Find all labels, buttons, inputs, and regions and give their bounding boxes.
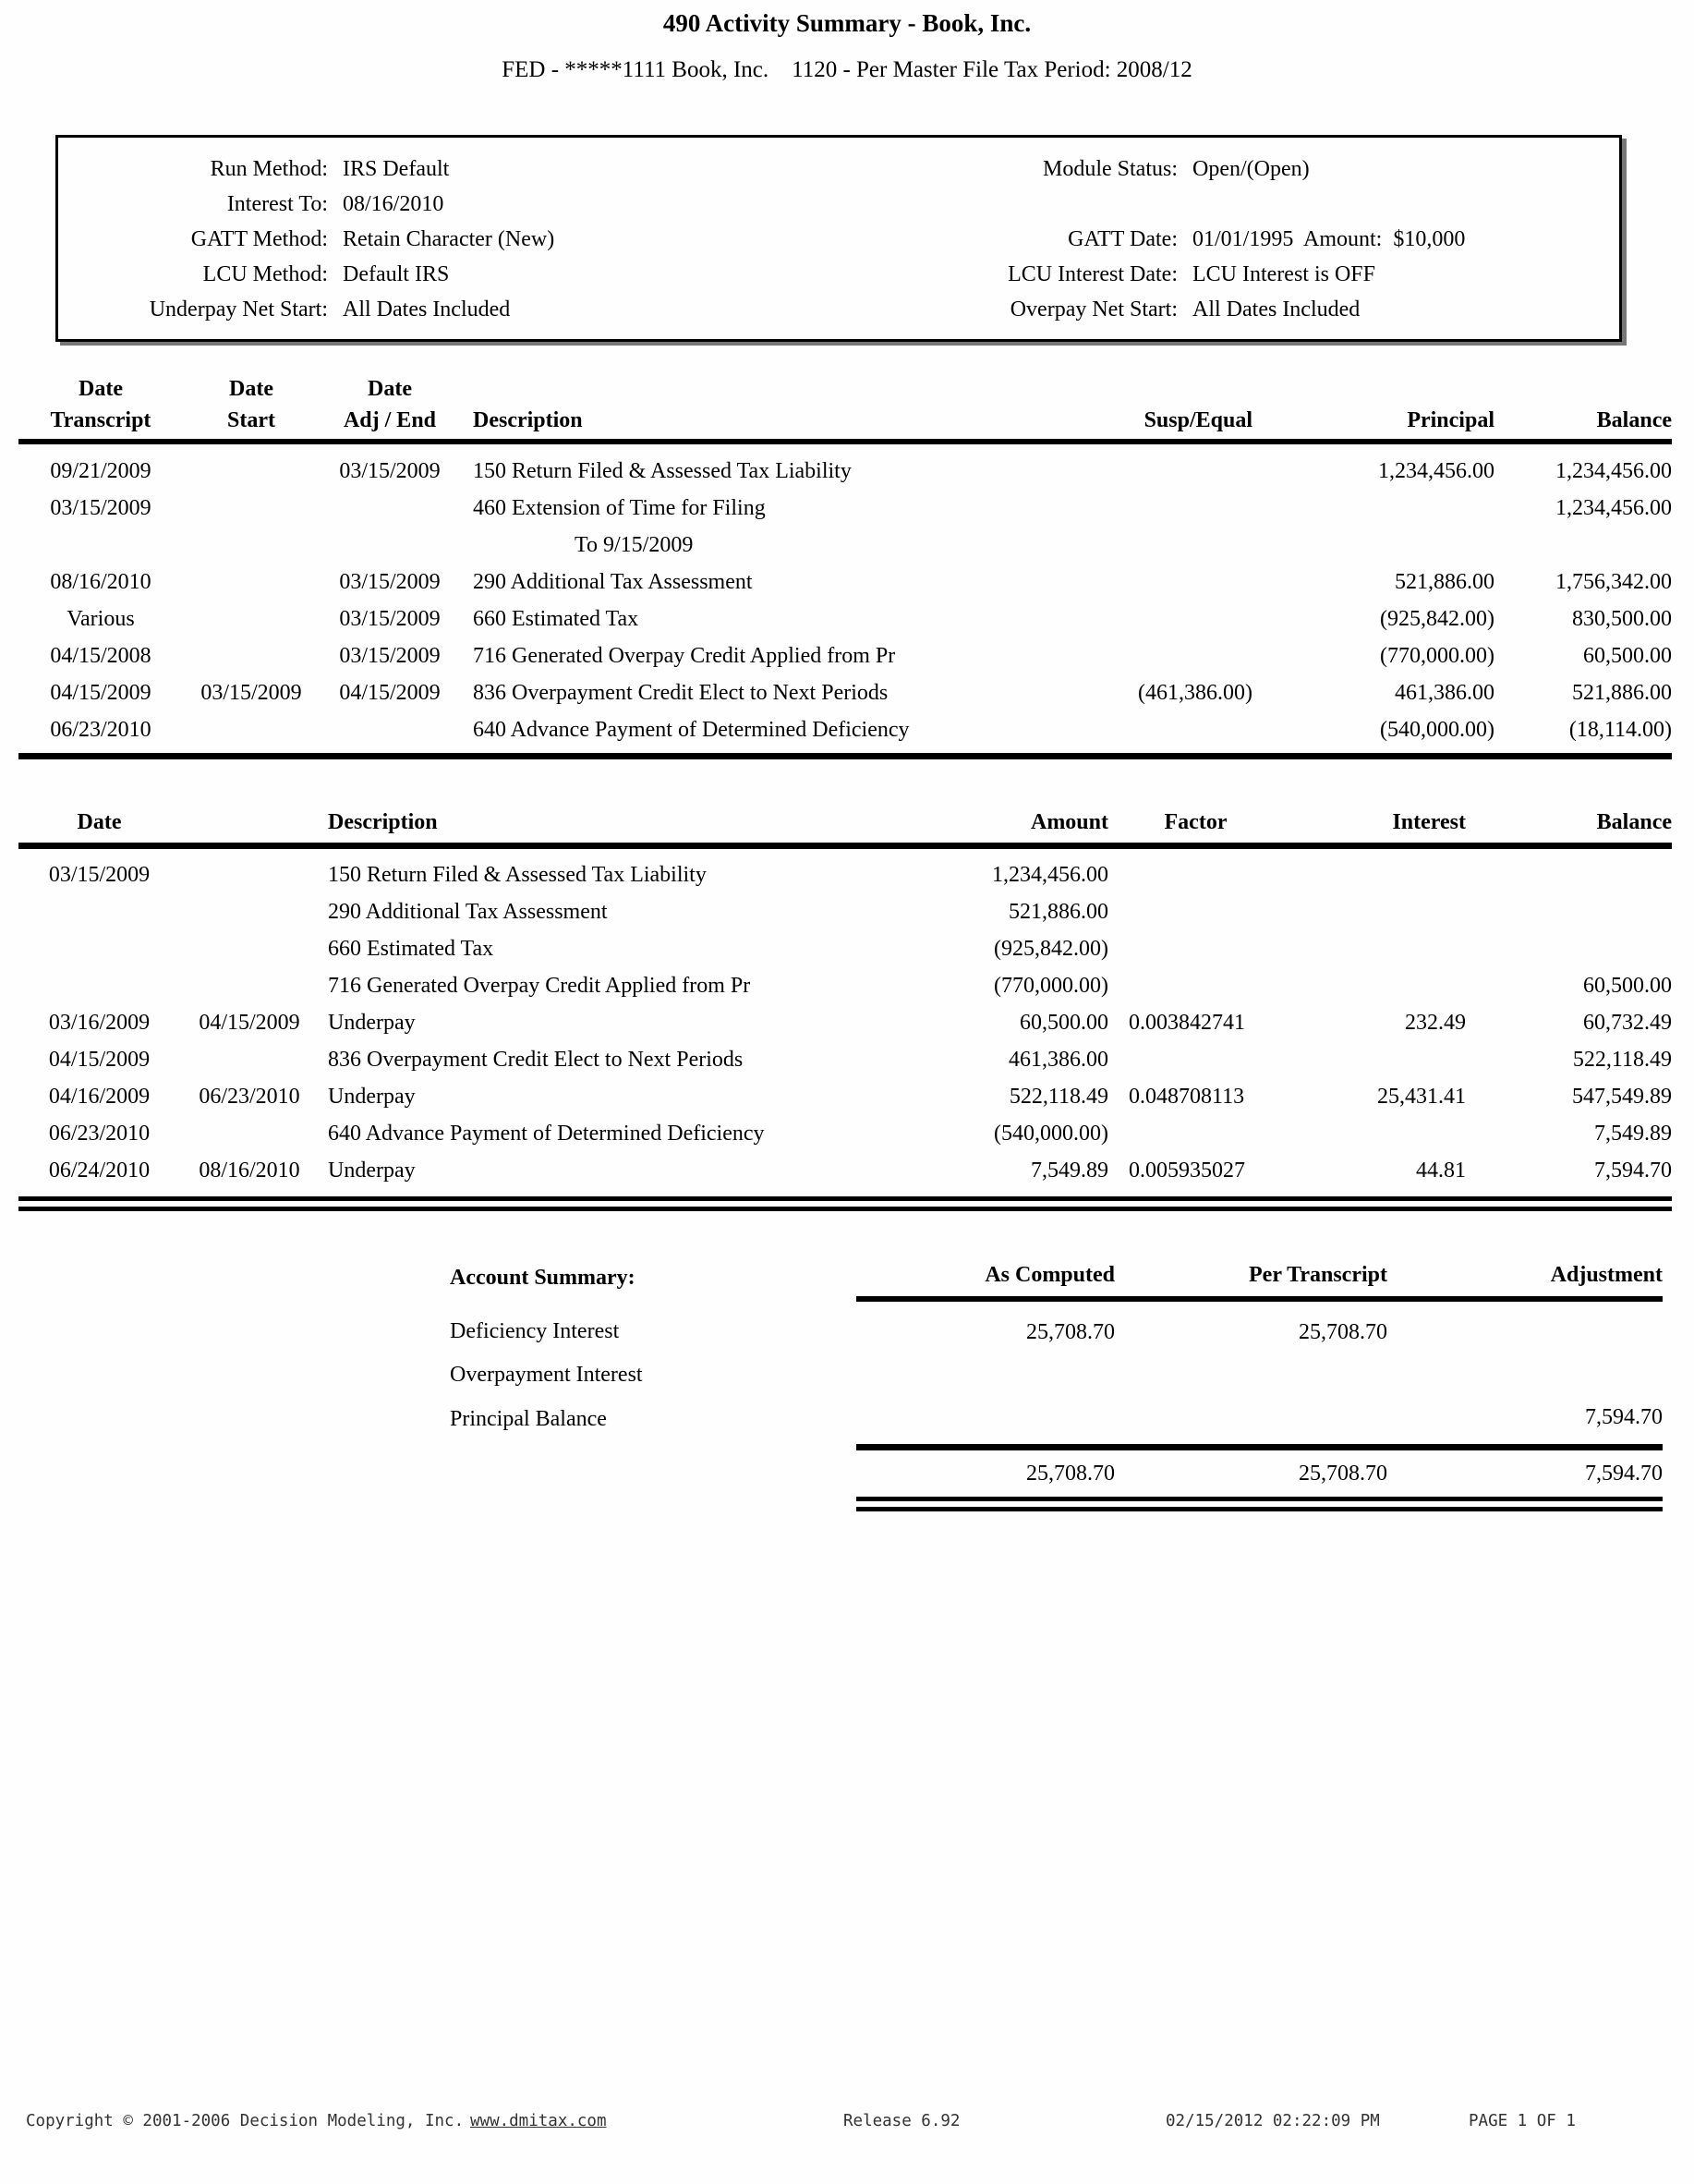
cell (1387, 1299, 1663, 1353)
cell (320, 490, 460, 527)
cell: 1,234,456.00 (992, 863, 1108, 887)
run-method-value: IRS Default (343, 157, 450, 181)
cell: 04/15/2009 (199, 1011, 300, 1035)
overpay-net-start-label: Overpay Net Start: (1010, 297, 1178, 322)
col-interest: Interest (1263, 804, 1477, 846)
total-per-transcript: 25,708.70 (1115, 1448, 1387, 1505)
cell (856, 1396, 1115, 1448)
gatt-method-value: Retain Character (New) (343, 227, 555, 251)
cell: (925,842.00) (994, 937, 1108, 961)
cell (1477, 846, 1672, 894)
cell (1263, 930, 1477, 967)
lcu-interest-date-value: LCU Interest is OFF (1192, 262, 1375, 286)
cell (180, 930, 319, 967)
cell (1097, 564, 1269, 601)
interest-row (18, 1115, 1672, 1152)
interest-row (18, 846, 1672, 894)
cell: 716 Generated Overpay Credit Applied from Pr (473, 644, 896, 668)
cell: 7,594.70 (1585, 1405, 1663, 1429)
cell: 03/15/2009 (48, 863, 151, 887)
cell: 1,234,456.00 (1555, 496, 1672, 520)
cell (180, 1115, 319, 1152)
copyright-text: Copyright © 2001-2006 Decision Modeling, Inc. (26, 2112, 474, 2130)
cell: 521,886.00 (1572, 681, 1672, 705)
cell (1097, 637, 1269, 674)
cell (320, 711, 460, 757)
col-principal: Principal (1269, 373, 1513, 442)
col-balance: Balance (1477, 804, 1672, 846)
underpay-net-start-value: All Dates Included (343, 297, 511, 322)
cell: Overpayment Interest (450, 1363, 643, 1387)
cell: Underpay (328, 1085, 416, 1109)
account-summary-table (450, 1256, 1663, 1511)
cell: 25,708.70 (1299, 1320, 1387, 1344)
cell (1269, 490, 1513, 527)
cell: (540,000.00) (1380, 718, 1494, 742)
cell (1121, 1041, 1263, 1078)
cell: 1,234,456.00 (1555, 459, 1672, 483)
cell (1115, 1353, 1387, 1396)
cell (320, 527, 460, 564)
cell: 04/15/2009 (50, 681, 151, 705)
cell (1097, 527, 1269, 564)
cell: 150 Return Filed & Assessed Tax Liability (328, 863, 707, 887)
cell (183, 637, 320, 674)
cell: 03/15/2009 (50, 496, 151, 520)
cell (1477, 930, 1672, 967)
col-factor: Factor (1121, 804, 1263, 846)
cell: (18,114.00) (1568, 718, 1672, 742)
cell (1269, 527, 1513, 564)
interest-row (18, 1152, 1672, 1204)
cell (180, 1041, 319, 1078)
run-settings-grid (58, 152, 1619, 327)
cell: Various (67, 607, 135, 631)
col-balance: Balance (1513, 373, 1672, 442)
cell: 0.005935027 (1129, 1159, 1245, 1183)
activity-table-header (18, 373, 1672, 442)
cell (1513, 527, 1672, 564)
interest-to-label: Interest To: (226, 192, 328, 216)
activity-row (18, 527, 1672, 564)
lcu-interest-date-label: LCU Interest Date: (1008, 262, 1178, 286)
totals-row (450, 1448, 1663, 1505)
cell: 08/16/2010 (50, 570, 151, 594)
cell (1263, 893, 1477, 930)
account-summary-totals (450, 1448, 1663, 1505)
cell: 60,500.00 (1020, 1011, 1108, 1035)
activity-table (18, 373, 1672, 759)
col-description: Description (319, 804, 933, 846)
cell: 09/21/2009 (50, 459, 151, 483)
cell: 290 Additional Tax Assessment (473, 570, 753, 594)
cell (183, 564, 320, 601)
interest-table-body (18, 846, 1672, 1205)
cell (18, 527, 183, 564)
gatt-date-label: GATT Date: (1068, 227, 1178, 251)
cell: 640 Advance Payment of Determined Deficiency (473, 718, 910, 742)
cell: (770,000.00) (1380, 644, 1494, 668)
cell: Underpay (328, 1011, 416, 1035)
lcu-method-label: LCU Method: (202, 262, 328, 286)
cell: 06/24/2010 (48, 1159, 151, 1183)
activity-row (18, 674, 1672, 711)
interest-computation-table (18, 804, 1672, 1211)
gatt-date-value: 01/01/1995 Amount: $10,000 (1192, 227, 1466, 251)
interest-row (18, 1004, 1672, 1041)
cell: 04/16/2009 (48, 1085, 151, 1109)
cell: 03/16/2009 (48, 1011, 151, 1035)
account-summary-title: Account Summary: (450, 1266, 635, 1290)
cell: 03/15/2009 (339, 607, 441, 631)
cell: 460 Extension of Time for Filing (473, 496, 766, 520)
cell (18, 893, 180, 930)
cell: 03/15/2009 (339, 459, 441, 483)
cell (856, 1353, 1115, 1396)
cell: 1,234,456.00 (1378, 459, 1494, 483)
cell: To 9/15/2009 (575, 533, 694, 557)
cell: 04/15/2009 (48, 1048, 151, 1072)
gatt-method-label: GATT Method: (190, 227, 328, 251)
spacer-label (834, 187, 1178, 222)
underpay-net-start-label: Underpay Net Start: (149, 297, 328, 322)
summary-row (450, 1353, 1663, 1396)
cell: Underpay (328, 1159, 416, 1183)
activity-row (18, 564, 1672, 601)
cell (1263, 967, 1477, 1004)
cell: 60,500.00 (1583, 644, 1672, 668)
interest-table-header (18, 804, 1672, 846)
cell (183, 711, 320, 757)
run-settings-box (55, 135, 1622, 342)
page-number: PAGE 1 OF 1 (1469, 2112, 1576, 2130)
col-date-adj-end: Date Adj / End (320, 373, 460, 442)
page-title: 490 Activity Summary - Book, Inc. (662, 9, 1032, 37)
cell: (540,000.00) (994, 1122, 1108, 1146)
cell: 08/16/2010 (199, 1159, 300, 1183)
interest-row (18, 1041, 1672, 1078)
col-per-transcript: Per Transcript (1115, 1256, 1387, 1299)
cell: Deficiency Interest (450, 1318, 620, 1343)
cell: 0.003842741 (1129, 1011, 1245, 1035)
cell: 522,118.49 (1572, 1048, 1672, 1072)
cell (1263, 1041, 1477, 1078)
cell (180, 893, 319, 930)
account-summary-body (450, 1299, 1663, 1448)
activity-table-body (18, 442, 1672, 757)
cell: (461,386.00) (1138, 681, 1252, 705)
cell (180, 846, 319, 894)
cell: 04/15/2009 (339, 681, 441, 705)
cell: 521,886.00 (1395, 570, 1494, 594)
header-row (18, 804, 1672, 846)
cell: 660 Estimated Tax (473, 607, 639, 631)
page-footer (0, 2112, 1694, 2140)
cell: 836 Overpayment Credit Elect to Next Periods (328, 1048, 744, 1072)
interest-row (18, 930, 1672, 967)
cell: (770,000.00) (994, 974, 1108, 998)
cell: 461,386.00 (1009, 1048, 1108, 1072)
activity-row (18, 711, 1672, 757)
cell: Principal Balance (450, 1406, 607, 1431)
col-date-end (180, 804, 319, 846)
activity-row (18, 490, 1672, 527)
cell (183, 527, 320, 564)
cell (18, 930, 180, 967)
col-amount: Amount (933, 804, 1121, 846)
cell: 7,549.89 (1594, 1122, 1672, 1146)
cell (1263, 846, 1477, 894)
cell (1121, 846, 1263, 894)
cell: 547,549.89 (1572, 1085, 1672, 1109)
cell: 461,386.00 (1395, 681, 1494, 705)
col-adjustment: Adjustment (1387, 1256, 1663, 1299)
cell: 25,708.70 (1026, 1320, 1115, 1344)
module-status-label: Module Status: (1042, 157, 1178, 181)
cell: 836 Overpayment Credit Elect to Next Periods (473, 681, 889, 705)
cell: 06/23/2010 (50, 718, 151, 742)
col-date-start: Date Start (183, 373, 320, 442)
lcu-method-value: Default IRS (343, 262, 450, 286)
cell (1121, 1115, 1263, 1152)
cell (183, 601, 320, 637)
summary-row (450, 1396, 1663, 1448)
cell (18, 967, 180, 1004)
cell (1097, 442, 1269, 490)
cell: 290 Additional Tax Assessment (328, 900, 608, 924)
run-method-label: Run Method: (210, 157, 328, 181)
module-status-value: Open/(Open) (1192, 157, 1310, 181)
total-adjustment: 7,594.70 (1387, 1448, 1663, 1505)
col-description: Description (460, 373, 1097, 442)
cell: 521,886.00 (1009, 900, 1108, 924)
col-as-computed: As Computed (856, 1256, 1115, 1299)
cell: 03/15/2009 (339, 570, 441, 594)
cell (1097, 601, 1269, 637)
release-label: Release 6.92 (843, 2112, 961, 2130)
cell: 03/15/2009 (339, 644, 441, 668)
cell: 03/15/2009 (200, 681, 302, 705)
header-row (18, 373, 1672, 442)
print-timestamp: 02/15/2012 02:22:09 PM (1166, 2112, 1380, 2130)
cell (183, 442, 320, 490)
cell (183, 490, 320, 527)
cell (180, 967, 319, 1004)
interest-row (18, 967, 1672, 1004)
activity-row (18, 601, 1672, 637)
account-summary-header (450, 1256, 1663, 1299)
cell: 0.048708113 (1129, 1085, 1245, 1109)
cell: 04/15/2008 (50, 644, 151, 668)
interest-row (18, 1078, 1672, 1115)
activity-row (18, 637, 1672, 674)
cell (1121, 930, 1263, 967)
cell: (925,842.00) (1380, 607, 1494, 631)
cell: 25,431.41 (1377, 1085, 1466, 1109)
cell (1387, 1353, 1663, 1396)
cell: 150 Return Filed & Assessed Tax Liability (473, 459, 852, 483)
interest-to-value: 08/16/2010 (343, 192, 444, 216)
cell: 60,732.49 (1583, 1011, 1672, 1035)
overpay-net-start-value: All Dates Included (1192, 297, 1361, 322)
cell: 232.49 (1405, 1011, 1466, 1035)
cell (1097, 490, 1269, 527)
cell (1115, 1396, 1387, 1448)
cell: 1,756,342.00 (1555, 570, 1672, 594)
cell: 640 Advance Payment of Determined Deficiency (328, 1122, 765, 1146)
cell (1121, 967, 1263, 1004)
cell: 660 Estimated Tax (328, 937, 494, 961)
cell (1477, 893, 1672, 930)
cell: 7,549.89 (1031, 1159, 1108, 1183)
col-susp-equal: Susp/Equal (1097, 373, 1269, 442)
cell: 06/23/2010 (199, 1085, 300, 1109)
cell (1097, 711, 1269, 757)
col-date-transcript: Date Transcript (18, 373, 183, 442)
dmitax-link[interactable]: www.dmitax.com (470, 2112, 607, 2130)
cell: 7,594.70 (1594, 1159, 1672, 1183)
header-row (450, 1256, 1663, 1299)
interest-row (18, 893, 1672, 930)
cell: 60,500.00 (1583, 974, 1672, 998)
cell: 06/23/2010 (48, 1122, 151, 1146)
cell: 44.81 (1416, 1159, 1466, 1183)
col-date: Date (18, 804, 180, 846)
summary-row (450, 1299, 1663, 1353)
cell (1263, 1115, 1477, 1152)
spacer-value (1178, 187, 1619, 222)
total-as-computed: 25,708.70 (856, 1448, 1115, 1505)
cell: 716 Generated Overpay Credit Applied from Pr (328, 974, 751, 998)
totals-spacer (450, 1448, 856, 1505)
activity-row (18, 442, 1672, 490)
cell (1121, 893, 1263, 930)
cell: 830,500.00 (1572, 607, 1672, 631)
cell: 522,118.49 (1009, 1085, 1108, 1109)
page-subtitle: FED - *****1111 Book, Inc. 1120 - Per Master File Tax Period: 2008/12 (502, 57, 1192, 82)
